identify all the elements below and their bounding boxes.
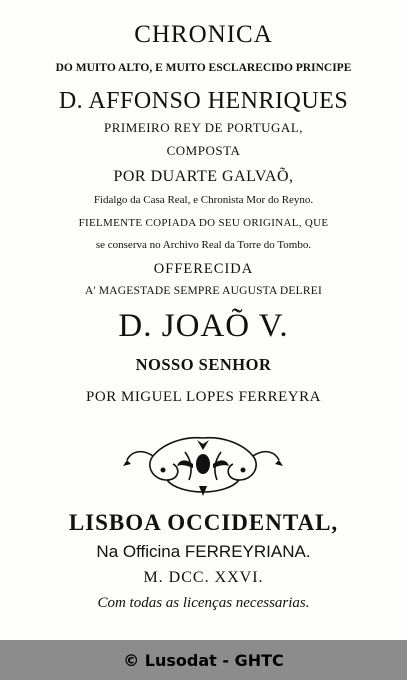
editor-line: POR MIGUEL LOPES FERREYRA bbox=[86, 389, 321, 405]
imprint-year: M. DCC. XXVI. bbox=[143, 569, 264, 586]
copied-line: FIELMENTE COPIADA DO SEU ORIGINAL, QUE bbox=[78, 217, 329, 229]
king-name: D. JOAÕ V. bbox=[118, 308, 289, 344]
subject-rank: PRIMEIRO REY DE PORTUGAL, bbox=[103, 120, 304, 135]
imprint-city: LISBOA OCCIDENTAL, bbox=[68, 510, 339, 535]
lord-line: NOSSO SENHOR bbox=[135, 355, 272, 374]
archive-line: se conserva no Archivo Real da Torre do Tombo. bbox=[95, 239, 312, 251]
author-line: POR DUARTE GALVAÕ, bbox=[113, 168, 294, 185]
composta-line: COMPOSTA bbox=[166, 143, 241, 158]
imprint-licences: Com todas as licenças necessarias. bbox=[97, 595, 310, 611]
imprint-press: Na Officina FERREYRIANA. bbox=[96, 542, 311, 561]
majesty-line: A' MAGESTADE SEMPRE AUGUSTA DELREI bbox=[84, 285, 323, 297]
printers-ornament-icon bbox=[123, 430, 283, 498]
subtitle-line: DO MUITO ALTO, E MUITO ESCLARECIDO PRINCIPE bbox=[55, 62, 352, 74]
book-title: CHRONICA bbox=[134, 21, 273, 48]
copyright-footer bbox=[0, 640, 407, 680]
author-title-line: Fidalgo da Casa Real, e Chronista Mor do Reyno. bbox=[93, 194, 314, 206]
subject-name: D. AFFONSO HENRIQUES bbox=[58, 88, 349, 114]
offered-line: OFFERECIDA bbox=[153, 261, 254, 277]
copyright-text: © Lusodat - GHTC bbox=[123, 650, 284, 670]
